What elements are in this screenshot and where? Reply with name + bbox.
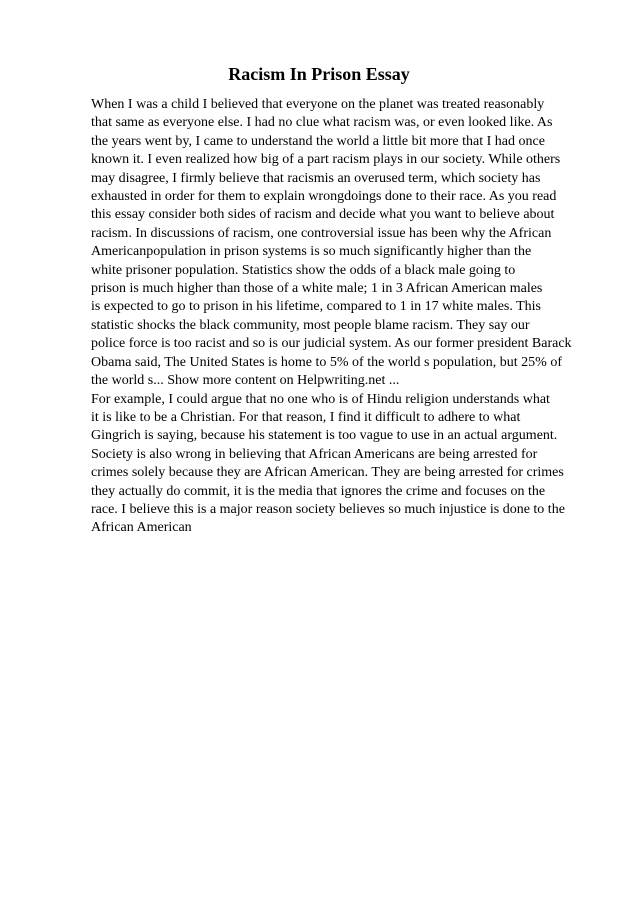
text-line: police force is too racist and so is our judicial system. As our former president Barack: [91, 336, 572, 352]
text-line: exhausted in order for them to explain wrongdoings done to their race. As you read: [91, 189, 557, 205]
document-title: Racism In Prison Essay: [228, 64, 410, 84]
text-line: Gingrich is saying, because his statement is too vague to use in an actual argument.: [91, 428, 558, 444]
text-line: Americanpopulation in prison systems is so much significantly higher than the: [91, 244, 532, 260]
text-line: may disagree, I firmly believe that racismis an overused term, which society has: [91, 170, 541, 186]
text-line: the years went by, I came to understand the world a little bit more that I had once: [91, 133, 545, 149]
text-line: For example, I could argue that no one who is of Hindu religion understands what: [91, 391, 550, 407]
text-line: race. I believe this is a major reason society believes so much injustice is done to the: [91, 501, 565, 517]
text-line: they actually do commit, it is the media that ignores the crime and focuses on the: [91, 483, 546, 499]
text-line: that same as everyone else. I had no clue what racism was, or even looked like. As: [91, 115, 553, 131]
text-line: this essay consider both sides of racism and decide what you want to believe about: [91, 207, 555, 223]
essay-body: [91, 96, 591, 538]
text-line: racism. In discussions of racism, one controversial issue has been why the African: [91, 225, 552, 241]
text-line: crimes solely because they are African American. They are being arrested for crimes: [91, 465, 564, 481]
text-line: known it. I even realized how big of a part racism plays in our society. While others: [91, 152, 561, 168]
text-line: statistic shocks the black community, most people blame racism. They say our: [91, 317, 530, 333]
text-line: African American: [91, 520, 192, 536]
text-line: the world s... Show more content on Helpwriting.net ...: [91, 373, 400, 389]
text-line: When I was a child I believed that everyone on the planet was treated reasonably: [91, 97, 545, 112]
text-line: it is like to be a Christian. For that reason, I find it difficult to adhere to what: [91, 409, 521, 425]
text-line: Obama said, The United States is home to 5% of the world s population, but 25% of: [91, 354, 563, 370]
text-line: is expected to go to prison in his lifetime, compared to 1 in 17 white males. This: [91, 299, 541, 315]
text-line: prison is much higher than those of a white male; 1 in 3 African American males: [91, 281, 543, 297]
text-line: white prisoner population. Statistics show the odds of a black male going to: [91, 262, 516, 278]
text-line: Society is also wrong in believing that African Americans are being arrested for: [91, 446, 538, 462]
